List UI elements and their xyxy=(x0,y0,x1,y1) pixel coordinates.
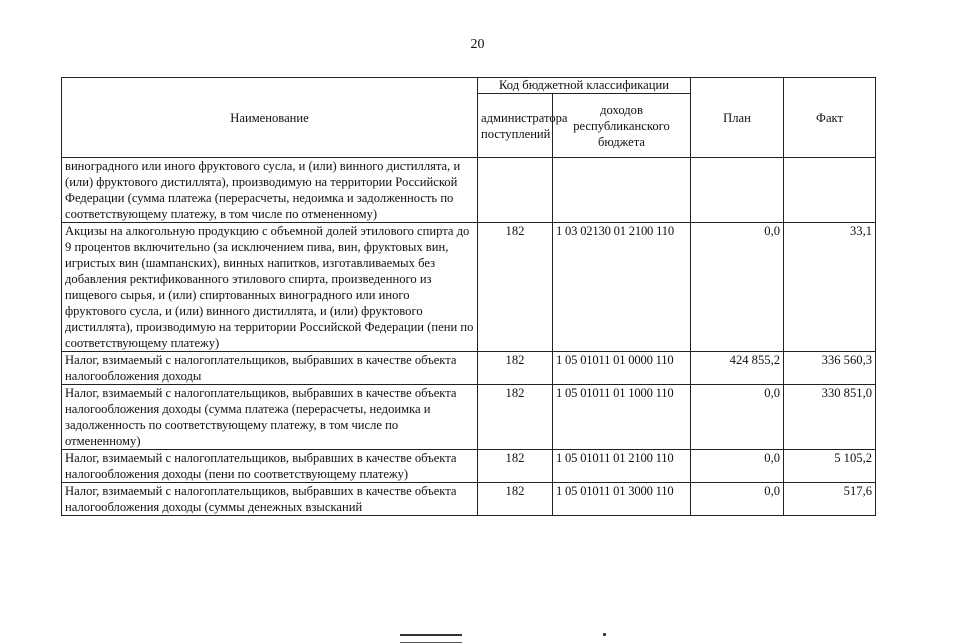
column-group-budget-code: Код бюджетной классификации xyxy=(478,78,691,94)
cell-fact: 330 851,0 xyxy=(784,385,876,450)
cell-name: Налог, взимаемый с налогоплательщиков, выбравших в качестве объекта налогообложения доходы (сумма платежа (перерасчеты, недоимка и задолженность по соответствующему платежу, в том числе по отмененному) xyxy=(62,385,478,450)
cell-name: Налог, взимаемый с налогоплательщиков, выбравших в качестве объекта налогообложения доходы (пени по соответствующему платежу) xyxy=(62,450,478,483)
cell-fact: 33,1 xyxy=(784,223,876,352)
budget-table xyxy=(61,77,876,516)
cell-fact: 517,6 xyxy=(784,483,876,516)
cell-admin: 182 xyxy=(478,450,553,483)
cell-name: виноградного или иного фруктового сусла, и (или) винного дистиллята, и (или) фруктового дистиллята), производимую на территории Российской Федерации (сумма платежа (перерасчеты, недоимка и задолженность по соответствующему платежу, в том числе по отмененному) xyxy=(62,158,478,223)
cell-admin: 182 xyxy=(478,223,553,352)
cell-fact: 336 560,3 xyxy=(784,352,876,385)
cell-plan: 424 855,2 xyxy=(691,352,784,385)
cell-admin: 182 xyxy=(478,352,553,385)
column-header-fact: Факт xyxy=(784,78,876,158)
footer-dot xyxy=(603,633,606,636)
table-row xyxy=(62,450,876,483)
column-header-admin: администратора поступлений xyxy=(478,94,553,158)
table-body xyxy=(62,158,876,516)
cell-admin: 182 xyxy=(478,483,553,516)
cell-fact xyxy=(784,158,876,223)
footer-mark xyxy=(400,634,462,643)
table-row xyxy=(62,223,876,352)
column-header-income: доходов республиканского бюджета xyxy=(553,94,691,158)
cell-admin: 182 xyxy=(478,385,553,450)
cell-plan: 0,0 xyxy=(691,483,784,516)
cell-code xyxy=(553,158,691,223)
cell-code: 1 05 01011 01 0000 110 xyxy=(553,352,691,385)
table-row xyxy=(62,352,876,385)
cell-code: 1 05 01011 01 1000 110 xyxy=(553,385,691,450)
cell-code: 1 05 01011 01 2100 110 xyxy=(553,450,691,483)
page-number: 20 xyxy=(470,37,485,52)
table-row xyxy=(62,483,876,516)
cell-name: Налог, взимаемый с налогоплательщиков, выбравших в качестве объекта налогообложения доходы (суммы денежных взысканий xyxy=(62,483,478,516)
cell-plan: 0,0 xyxy=(691,385,784,450)
cell-plan: 0,0 xyxy=(691,223,784,352)
column-header-name: Наименование xyxy=(62,78,478,158)
cell-fact: 5 105,2 xyxy=(784,450,876,483)
table-row xyxy=(62,158,876,223)
cell-code: 1 05 01011 01 3000 110 xyxy=(553,483,691,516)
cell-name: Акцизы на алкогольную продукцию с объемной долей этилового спирта до 9 процентов включительно (за исключением пива, вин, фруктовых вин, игристых вин (шампанских), винных напитков, изготавливаемых без добавления ректификованного этилового спирта, произведенного из пищевого сырья, и (или) спиртованных виноградного или иного фруктового сусла, и (или) винного дистиллята, и (или) фруктового дистиллята), производимую на территории Российской Федерации (пени по соответствующему платежу) xyxy=(62,223,478,352)
cell-plan: 0,0 xyxy=(691,450,784,483)
cell-admin xyxy=(478,158,553,223)
column-header-plan: План xyxy=(691,78,784,158)
cell-name: Налог, взимаемый с налогоплательщиков, выбравших в качестве объекта налогообложения доходы xyxy=(62,352,478,385)
cell-plan xyxy=(691,158,784,223)
cell-code: 1 03 02130 01 2100 110 xyxy=(553,223,691,352)
table-row xyxy=(62,385,876,450)
